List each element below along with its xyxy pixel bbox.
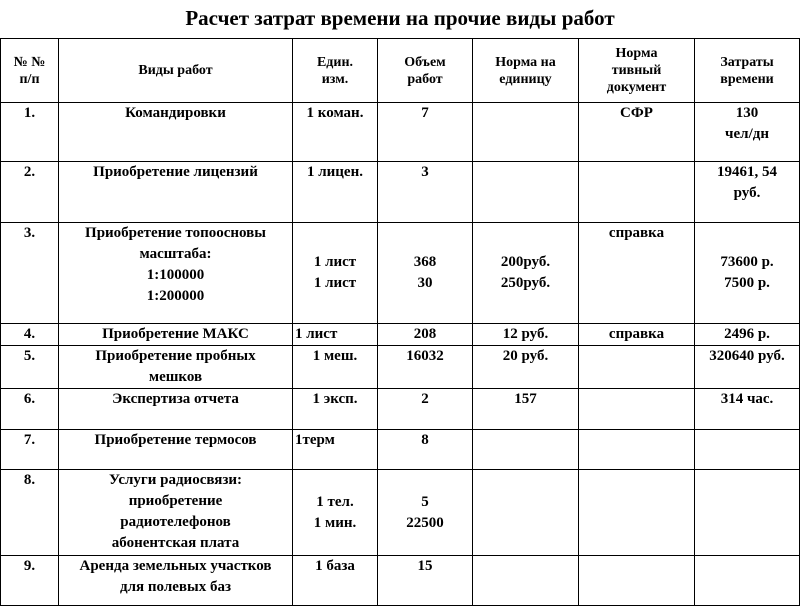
cell-unit: 1 тел. 1 мин.: [293, 470, 378, 556]
cell-volume: 5 22500: [378, 470, 473, 556]
header-row: [1, 39, 800, 103]
cell-unit: 1 база: [293, 556, 378, 606]
cell-doc: справка: [579, 223, 695, 324]
cell-work: Командировки: [59, 103, 293, 162]
cell-num: 8.: [1, 470, 59, 556]
cell-cost: [695, 556, 800, 606]
cell-work: Приобретение термосов: [59, 430, 293, 470]
cell-cost: 130 чел/дн: [695, 103, 800, 162]
cell-norm: [473, 162, 579, 223]
cell-cost: 19461, 54 руб.: [695, 162, 800, 223]
cell-norm: [473, 556, 579, 606]
cell-norm: [473, 103, 579, 162]
cell-volume: 208: [378, 324, 473, 346]
cell-norm: 157: [473, 389, 579, 430]
cell-unit: 1 лист 1 лист: [293, 223, 378, 324]
table-row: [1, 470, 800, 556]
cell-work: Услуги радиосвязи: приобретение радиотелефонов абонентская плата: [59, 470, 293, 556]
header-work: Виды работ: [59, 39, 293, 103]
cell-doc: [579, 346, 695, 389]
cell-volume: 7: [378, 103, 473, 162]
cell-cost: [695, 470, 800, 556]
cell-volume: 368 30: [378, 223, 473, 324]
cell-unit: 1 коман.: [293, 103, 378, 162]
cell-num: 6.: [1, 389, 59, 430]
cell-num: 9.: [1, 556, 59, 606]
cell-num: 2.: [1, 162, 59, 223]
table-row: [1, 389, 800, 430]
cell-volume: 16032: [378, 346, 473, 389]
cell-doc: [579, 430, 695, 470]
cell-work: Аренда земельных участков для полевых баз: [59, 556, 293, 606]
cell-unit: 1 лицен.: [293, 162, 378, 223]
cell-work: Приобретение лицензий: [59, 162, 293, 223]
cell-norm: 12 руб.: [473, 324, 579, 346]
cell-doc: справка: [579, 324, 695, 346]
table-row: [1, 430, 800, 470]
cell-cost: 73600 р. 7500 р.: [695, 223, 800, 324]
cell-cost: 2496 р.: [695, 324, 800, 346]
cell-doc: [579, 556, 695, 606]
table-row: [1, 346, 800, 389]
cell-unit: 1 лист: [293, 324, 378, 346]
cell-cost: 314 час.: [695, 389, 800, 430]
cell-work: Приобретение топоосновы масштаба: 1:100000 1:200000: [59, 223, 293, 324]
header-norm: Норма на единицу: [473, 39, 579, 103]
cell-norm: [473, 470, 579, 556]
page-title: Расчет затрат времени на прочие виды работ: [185, 6, 615, 30]
cell-doc: [579, 389, 695, 430]
cell-cost: 320640 руб.: [695, 346, 800, 389]
cell-work: Экспертиза отчета: [59, 389, 293, 430]
header-cost: Затраты времени: [695, 39, 800, 103]
cell-cost: [695, 430, 800, 470]
table-row: [1, 223, 800, 324]
cell-unit: 1 эксп.: [293, 389, 378, 430]
header-doc: Норма тивный документ: [579, 39, 695, 103]
table-row: [1, 556, 800, 606]
work-cost-table: [0, 38, 800, 606]
cell-num: 5.: [1, 346, 59, 389]
cell-num: 3.: [1, 223, 59, 324]
cell-unit: 1терм: [293, 430, 378, 470]
cell-unit: 1 меш.: [293, 346, 378, 389]
cell-doc: СФР: [579, 103, 695, 162]
cell-work: Приобретение МАКС: [59, 324, 293, 346]
cell-num: 1.: [1, 103, 59, 162]
cell-doc: [579, 470, 695, 556]
cell-num: 7.: [1, 430, 59, 470]
cell-volume: 8: [378, 430, 473, 470]
cell-volume: 15: [378, 556, 473, 606]
cell-volume: 3: [378, 162, 473, 223]
table-row: [1, 162, 800, 223]
table-row: [1, 324, 800, 346]
cell-volume: 2: [378, 389, 473, 430]
cell-num: 4.: [1, 324, 59, 346]
cell-norm: 20 руб.: [473, 346, 579, 389]
cell-norm: [473, 430, 579, 470]
header-volume: Объем работ: [378, 39, 473, 103]
cell-norm: 200руб. 250руб.: [473, 223, 579, 324]
header-unit: Един. изм.: [293, 39, 378, 103]
header-num: № № п/п: [1, 39, 59, 103]
cell-work: Приобретение пробных мешков: [59, 346, 293, 389]
cell-doc: [579, 162, 695, 223]
table-row: [1, 103, 800, 162]
